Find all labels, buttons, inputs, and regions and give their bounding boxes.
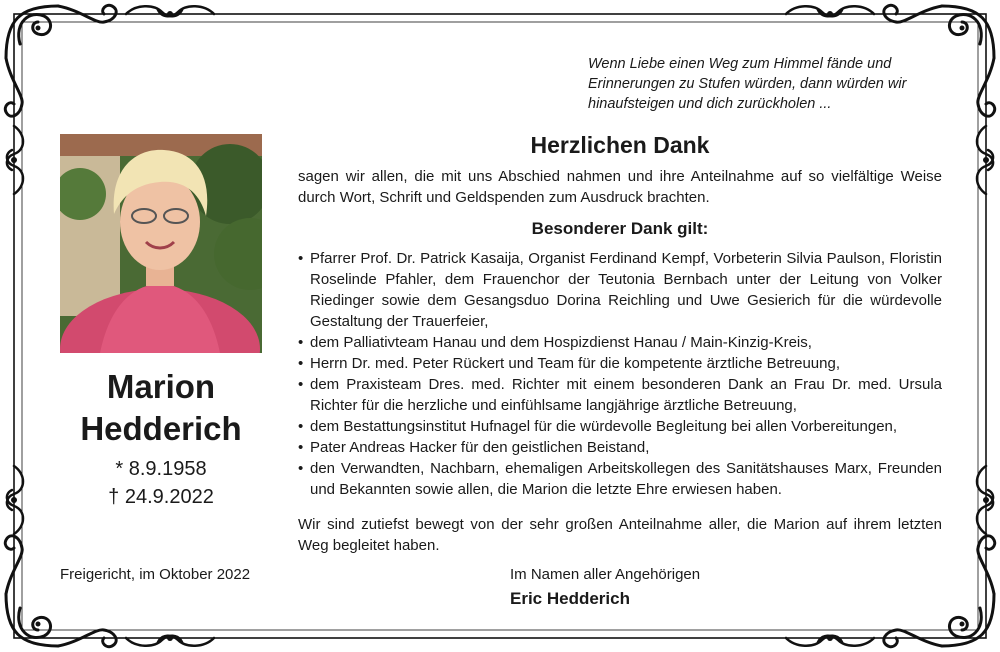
quote-line: Wenn Liebe einen Weg zum Himmel fände und [588, 56, 892, 72]
list-item-text: dem Praxisteam Dres. med. Richter mit einem besonderen Dank an Frau Dr. med. Ursula Richter für die herzliche und einfühlsame langjährige ärztliche Betreuung, [310, 376, 942, 414]
death-date: † 24.9.2022 [108, 486, 214, 508]
deceased-first-name: Marion [106, 368, 216, 405]
list-item [298, 437, 942, 458]
bullet-icon: • [298, 439, 304, 456]
closing-paragraph: Wir sind zutiefst bewegt von der sehr großen Anteilnahme aller, die Marion auf ihrem letzten Weg begleitet haben. [298, 516, 942, 554]
list-item [298, 458, 942, 500]
list-item-text: dem Bestattungsinstitut Hufnagel für die würdevolle Begleitung bei allen Vorbereitungen, [310, 418, 898, 435]
list-item [298, 374, 942, 416]
portrait-photo [60, 134, 262, 353]
deceased-last-name: Hedderich [80, 410, 242, 447]
list-item-text: Pater Andreas Hacker für den geistlichen Beistand, [310, 439, 650, 456]
list-item-text: dem Palliativteam Hanau und dem Hospizdienst Hanau / Main-Kinzig-Kreis, [310, 334, 812, 351]
quote-line: Erinnerungen zu Stufen würden, dann würden wir [588, 76, 907, 92]
bullet-icon: • [298, 376, 304, 393]
bullet-icon: • [298, 250, 304, 267]
page-title: Herzlichen Dank [530, 132, 710, 158]
list-item-text: Pfarrer Prof. Dr. Patrick Kasaija, Organist Ferdinand Kempf, Vorbeterin Silvia Paulson, Floristin Roselinde Pfahler, dem Frauenchor der Teutonia Bernbach unter der Leitung von Volker Riedinger sowie dem Gesangsduo Dorina Reichling und Uwe Gesierich für die würdevolle Gestaltung der Trauerfeier, [310, 250, 942, 330]
signature-name: Eric Hedderich [510, 589, 630, 608]
list-item-text: den Verwandten, Nachbarn, ehemaligen Arbeitskollegen des Sanitätshauses Marx, Freunden und Bekannten sowie allen, die Marion die letzte Ehre erwiesen haben. [310, 460, 942, 498]
list-item [298, 416, 942, 437]
intro-paragraph: sagen wir allen, die mit uns Abschied nahmen und ihre Anteilnahme auf so vielfältige Weise durch Wort, Schrift und Geldspenden zum Ausdruck brachten. [298, 168, 942, 206]
place-and-date: Freigericht, im Oktober 2022 [60, 566, 251, 583]
list-item [298, 248, 942, 332]
list-item-text: Herrn Dr. med. Peter Rückert und Team für die kompetente ärztliche Betreuung, [310, 355, 840, 372]
memorial-quote [588, 54, 946, 114]
signature-line: Im Namen aller Angehörigen [510, 566, 701, 583]
list-item [298, 353, 942, 374]
quote-line: hinaufsteigen und dich zurückholen ... [588, 96, 832, 112]
list-item [298, 332, 942, 353]
thanks-list [298, 248, 942, 500]
birth-date: * 8.9.1958 [115, 458, 207, 480]
bullet-icon: • [298, 355, 304, 372]
bullet-icon: • [298, 460, 304, 477]
bullet-icon: • [298, 418, 304, 435]
subtitle: Besonderer Dank gilt: [531, 219, 709, 238]
bullet-icon: • [298, 334, 304, 351]
